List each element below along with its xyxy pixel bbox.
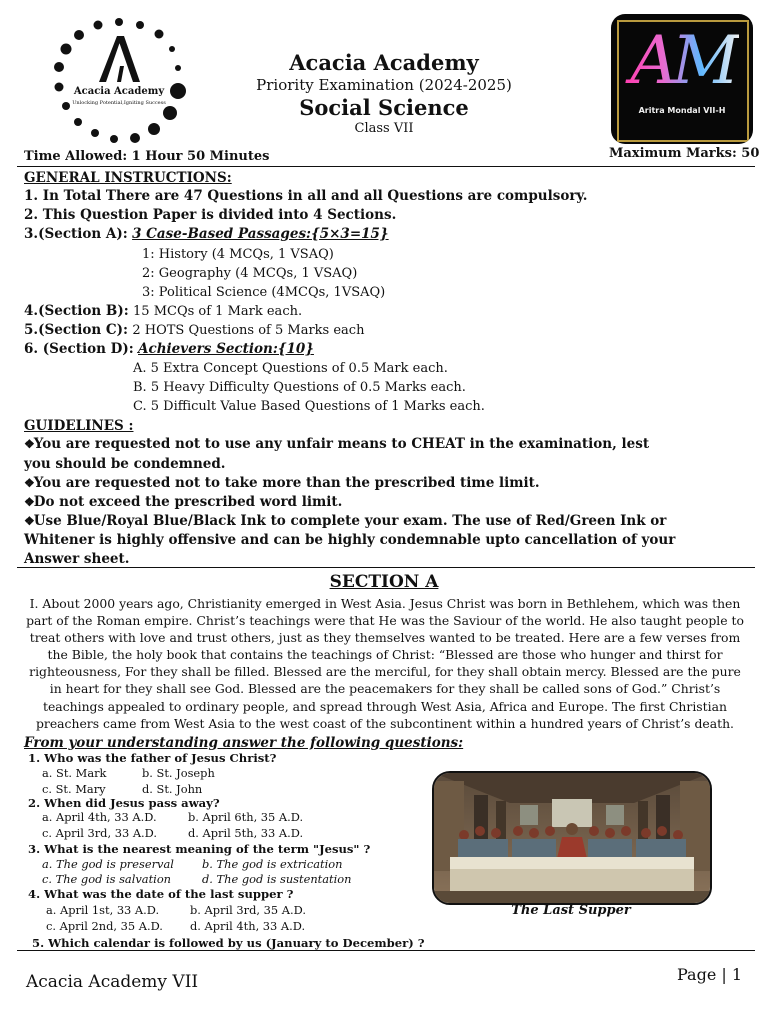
guideline-4-cont: Whitener is highly offensive and can be highly condemnable upto cancellation of your	[24, 532, 676, 548]
maximum-marks: Maximum Marks: 50	[609, 146, 760, 161]
diamond-bullet-icon: ❖	[24, 495, 34, 509]
instruction-6	[24, 341, 314, 357]
last-supper-painting	[432, 771, 712, 905]
question-1: 1. Who was the father of Jesus Christ?	[28, 751, 277, 765]
exam-name: Priority Examination (2024-2025)	[256, 76, 512, 94]
instruction-6-sub: A. 5 Extra Concept Questions of 0.5 Mark each.	[133, 361, 448, 376]
guideline-text: You are requested not to use any unfair means to CHEAT in the examination, lest	[33, 436, 650, 452]
instruction-4-text: 15 MCQs of 1 Mark each.	[133, 304, 303, 319]
instruction-3-sub: 2: Geography (4 MCQs, 1 VSAQ)	[142, 266, 358, 281]
guideline-1	[24, 436, 649, 452]
option: b. St. Joseph	[142, 766, 215, 780]
instruction-4-prefix: 4.(Section B):	[24, 303, 129, 319]
divider	[17, 950, 755, 951]
instruction-3-title: 3 Case-Based Passages:{5×3=15}	[132, 226, 389, 242]
instruction-3	[24, 226, 389, 242]
option: c. April 3rd, 33 A.D.	[42, 826, 158, 840]
instruction-6-sub: C. 5 Difficult Value Based Questions of 1 Marks each.	[133, 399, 485, 414]
student-monogram-logo	[611, 14, 753, 144]
guideline-1-cont: you should be condemned.	[24, 456, 226, 472]
instruction-5-text: 2 HOTS Questions of 5 Marks each	[132, 323, 365, 338]
instruction-4	[24, 303, 302, 319]
guideline-text: You are requested not to take more than the prescribed time limit.	[33, 475, 540, 491]
time-allowed: Time Allowed: 1 Hour 50 Minutes	[24, 149, 270, 164]
footer-school: Acacia Academy VII	[26, 972, 199, 992]
questions-heading: From your understanding answer the following questions:	[24, 735, 464, 751]
option: c. St. Mary	[42, 782, 106, 796]
guidelines-heading: GUIDELINES :	[24, 418, 134, 434]
question-4: 4. What was the date of the last supper ?	[28, 887, 294, 901]
instruction-3-prefix: 3.(Section A):	[24, 226, 128, 242]
class-label: Class VII	[354, 121, 414, 136]
instruction-6-sub: B. 5 Heavy Difficulty Questions of 0.5 Marks each.	[133, 380, 466, 395]
option: a. April 1st, 33 A.D.	[46, 903, 160, 917]
subject-title: Social Science	[299, 95, 469, 120]
instruction-3-sub: 3: Political Science (4MCQs, 1VSAQ)	[142, 285, 386, 300]
guideline-text: Do not exceed the prescribed word limit.	[33, 494, 343, 510]
divider	[17, 166, 755, 167]
option: a. St. Mark	[42, 766, 107, 780]
option: a. The god is preserval	[42, 857, 174, 871]
diamond-bullet-icon: ❖	[24, 437, 34, 451]
option: b. The god is extrication	[202, 857, 343, 871]
instruction-6-prefix: 6. (Section D):	[24, 341, 134, 357]
option: d. The god is sustentation	[202, 872, 352, 886]
section-a-title: SECTION A	[329, 572, 439, 592]
instructions-heading: GENERAL INSTRUCTIONS:	[24, 170, 232, 186]
instruction-1: 1. In Total There are 47 Questions in all and all Questions are compulsory.	[24, 188, 588, 204]
page-number: Page | 1	[677, 965, 743, 984]
guideline-4	[24, 513, 666, 529]
image-caption: The Last Supper	[511, 903, 631, 918]
logo-tagline: Unlocking Potential,Igniting Success	[72, 100, 166, 106]
diamond-bullet-icon: ❖	[24, 514, 34, 528]
option: a. April 4th, 33 A.D.	[42, 810, 157, 824]
instruction-5-prefix: 5.(Section C):	[24, 322, 129, 338]
guideline-4-cont: Answer sheet.	[24, 551, 130, 567]
divider	[17, 567, 755, 568]
option: b. April 6th, 35 A.D.	[188, 810, 304, 824]
question-3: 3. What is the nearest meaning of the term "Jesus" ?	[28, 842, 371, 856]
question-2: 2. When did Jesus pass away?	[28, 796, 220, 810]
school-logo	[44, 16, 194, 146]
logo-name: Acacia Academy	[73, 86, 165, 97]
case-passage: I. About 2000 years ago, Christianity emerged in West Asia. Jesus Christ was born in Bethlehem, which was then part of the Roman empire. Christ’s teachings were that He was the Saviour of the world. He also taught people to treat others with love and trust others, just as they themselves wanted to be treated. Here are a few verses from the Bible, the holy book that contains the teachings of Christ: “Blessed are those who hunger and thirst for righteousness, For they shall be filled. Blessed are the merciful, for they shall obtain mercy. Blessed are the pure in heart for they shall see God. Blessed are the peacemakers for they shall be called sons of God.” Christ’s teachings appealed to ordinary people, and spread through West Asia, Africa and Europe. The first Christian preachers came from West Asia to the west coast of the subcontinent within a hundred years of Christ’s death.	[26, 596, 744, 731]
monogram: AM	[625, 22, 739, 99]
logo-a-letter	[99, 36, 140, 82]
school-name: Acacia Academy	[289, 50, 479, 75]
option: d. April 4th, 33 A.D.	[190, 919, 306, 933]
option: d. April 5th, 33 A.D.	[188, 826, 304, 840]
guideline-2	[24, 475, 540, 491]
option: b. April 3rd, 35 A.D.	[190, 903, 306, 917]
instruction-3-sub: 1: History (4 MCQs, 1 VSAQ)	[142, 247, 334, 262]
instruction-5	[24, 322, 364, 338]
guideline-text: Use Blue/Royal Blue/Black Ink to complete your exam. The use of Red/Green Ink or	[33, 513, 667, 529]
option: c. The god is salvation	[42, 872, 172, 886]
instruction-2: 2. This Question Paper is divided into 4 Sections.	[24, 207, 397, 223]
instruction-6-title: Achievers Section:{10}	[138, 341, 314, 357]
question-5: 5. Which calendar is followed by us (January to December) ?	[32, 936, 425, 950]
diamond-bullet-icon: ❖	[24, 476, 34, 490]
option: c. April 2nd, 35 A.D.	[46, 919, 163, 933]
option: d. St. John	[142, 782, 203, 796]
guideline-3	[24, 494, 342, 510]
monogram-caption: Aritra Mondal VII-H	[638, 106, 726, 115]
